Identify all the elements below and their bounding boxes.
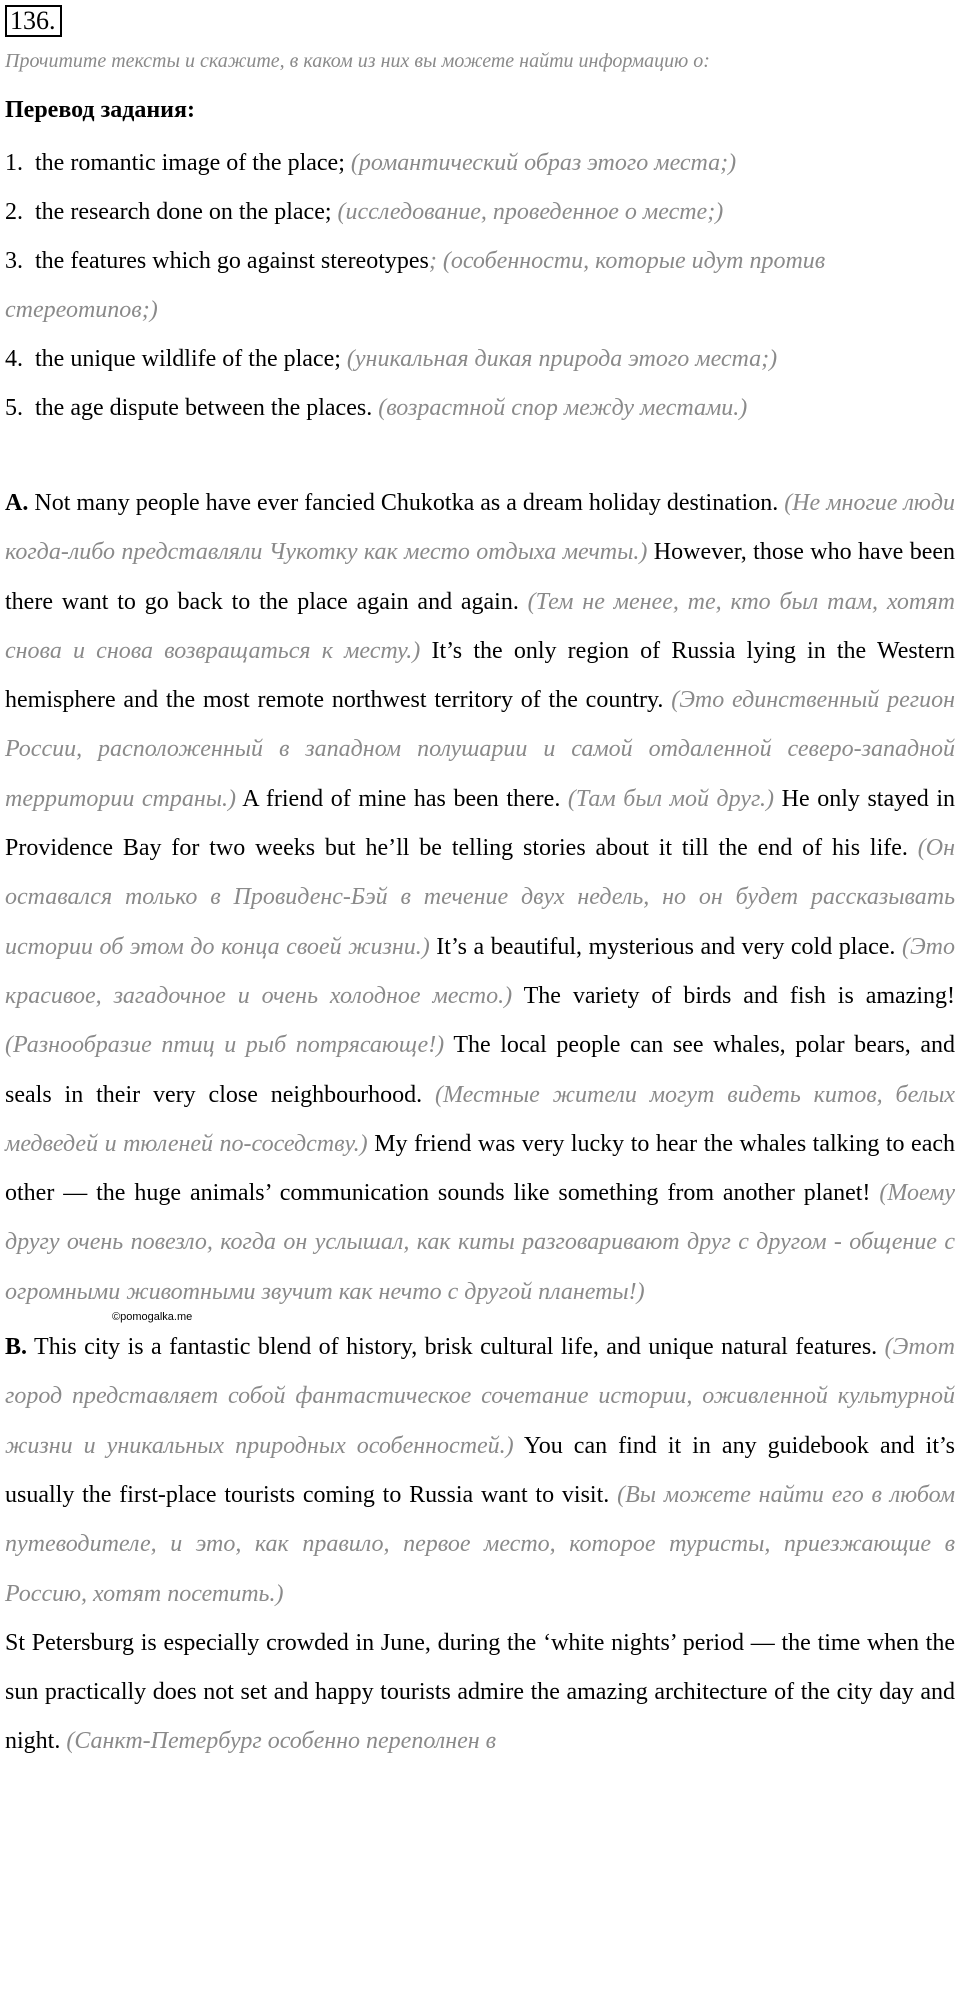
text-a-en-6: It’s a beautiful, mysterious and very cold place. [436,933,896,960]
text-a-en-3: It’s the only region of Russia lying in the Western hemisphere and the most remote northwest territory of the country. [5,637,955,714]
page [5,5,955,1767]
text-b2-ru: (Санкт-Петербург особенно переполнен в [66,1728,497,1755]
text-a-ru-3: (Это единственный регион России, расположенный в западном полушарии и самой отдаленной северо-западной территории страны.) [5,687,955,812]
task-number: 2. [5,199,23,225]
task-number: 1. [5,150,23,176]
text-b [5,1323,955,1619]
task-list [5,139,955,433]
task-text-en: the features which go against stereotypes [35,248,429,274]
task-item [5,237,955,335]
text-a-ru-9: (Моему другу очень повезло, когда он услышал, как киты разговаривают друг с другом - общение с огромными животными звучит как нечто с другой планеты!) [5,1180,956,1305]
text-a-ru-2: (Тем не менее, те, кто был там, хотят снова и снова возвращаться к месту.) [5,588,955,664]
text-a-ru-8: (Местные жители могут видеть китов, белых медведей и тюленей по-соседству.) [5,1081,956,1157]
text-a-ru-5: (Он оставался только в Провиденс-Бэй в течение двух недель, но он будет рассказывать истории об этом до конца своей жизни.) [5,835,956,960]
task-text-ru: (уникальная дикая природа этого места;) [346,346,778,372]
task-text-en: the romantic image of the place; [35,150,345,176]
task-text-ru: (романтический образ этого места;) [350,150,737,176]
task-number: 4. [5,346,23,372]
task-text-ru: (исследование, проведенное о месте;) [337,199,724,225]
text-a-en-1: Not many people have ever fancied Chukotka as a dream holiday destination. [34,490,779,516]
task-text-ru: ; (особенности, которые идут против стереотипов;) [5,248,826,323]
text-a-en-7: The variety of birds and fish is amazing! [523,982,955,1009]
text-b-en-2: You can find it in any guidebook and it’s usually the first-place tourists coming to Russia want to visit. [5,1432,955,1508]
text-b-ru-1: (Этот город представляет собой фантастическое сочетание истории, оживленной культурной жизни и уникальных природных особенностей.) [5,1334,955,1459]
text-a-en-5: He only stayed in Providence Bay for two weeks but he’ll be telling stories about it till the end of his life. [5,785,956,862]
text-a-en-2: However, those who have been there want to go back to the place again and again. [5,539,955,615]
text-a-ru-7: (Разнообразие птиц и рыб потрясающе!) [5,1032,445,1059]
text-a-ru-4: (Там был мой друг.) [567,785,775,812]
task-text-en: the research done on the place; [35,199,332,225]
task-text-en: the unique wildlife of the place; [35,346,341,372]
task-text-en: the age dispute between the places. [35,395,373,421]
watermark: ©pomogalka.me [112,1311,193,1324]
task-item [5,188,955,237]
text-a-en-4: A friend of mine has been there. [242,785,561,812]
instruction: Прочитите тексты и скажите, в каком из них вы можете найти информацию о: [5,50,710,72]
exercise-number: 136. [5,5,62,37]
text-b-letter: B. [5,1334,28,1361]
text-b-en-1: This city is a fantastic blend of history, brisk cultural life, and unique natural features. [34,1334,878,1361]
text-a [5,479,955,1317]
task-number: 5. [5,395,23,421]
text-a-letter: A. [5,490,29,516]
text-b-ru-2: (Вы можете найти его в любом путеводителе, и это, как правило, первое место, которое туристы, приезжающие в Россию, хотят посетить.) [5,1481,956,1607]
task-text-ru: (возрастной спор между местами.) [378,395,748,421]
text-b-paragraph-2 [5,1619,955,1767]
text-b2-en: St Petersburg is especially crowded in June, during the ‘white nights’ period — the time when the sun practically does not set and happy tourists admire the amazing architecture of the city day and night. [5,1629,955,1755]
task-number: 3. [5,248,23,274]
task-item [5,139,955,188]
task-heading: Перевод задания: [5,97,195,123]
text-a-ru-1: (Не многие люди когда-либо представляли Чукотку как место отдыха мечты.) [5,490,955,566]
task-item [5,335,955,384]
task-item [5,384,955,433]
text-a-ru-6: (Это красивое, загадочное и очень холодное место.) [5,933,955,1009]
text-a-en-9: My friend was very lucky to hear the whales talking to each other — the huge animals’ communication sounds like something from another planet! [5,1130,955,1207]
text-a-en-8: The local people can see whales, polar bears, and seals in their very close neighbourhood. [5,1032,955,1108]
